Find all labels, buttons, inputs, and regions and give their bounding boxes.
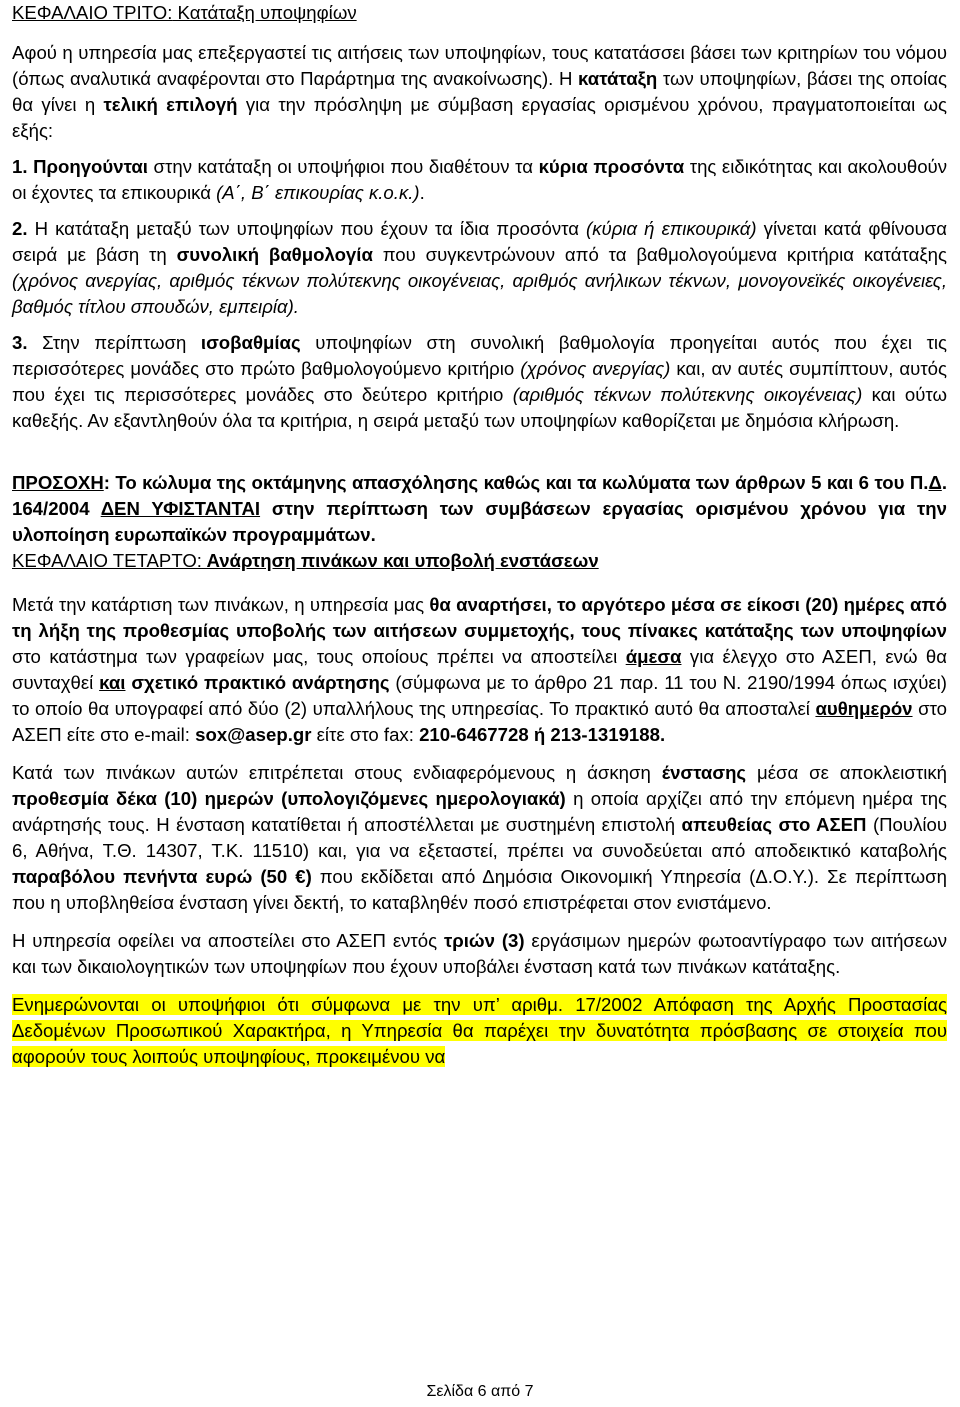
- page-footer: Σελίδα 6 από 7: [426, 1383, 534, 1400]
- chapter-4-title: ΚΕΦΑΛΑΙΟ ΤΕΤΑΡΤΟ: Ανάρτηση πινάκων και υποβολή ενστάσεων: [12, 550, 599, 571]
- ch3-intro-paragraph: Αφού η υπηρεσία μας επεξεργαστεί τις αιτήσεις των υποψηφίων, τους κατατάσσει βάσει των κριτηρίων του νόμου (όπως αναλυτικά αναφέρονται στο Παράρτημα της ανακοίνωσης). Η κατάταξη των υποψηφίων, βάσει της οποίας θα γίνει η τελική επιλογή για την πρόσληψη με σύμβαση εργασίας ορισμένου χρόνου, πραγματοποιείται ως εξής:: [12, 42, 947, 141]
- chapter-3-title: ΚΕΦΑΛΑΙΟ ΤΡΙΤΟ: Κατάταξη υποψηφίων: [12, 2, 357, 23]
- ch4-paragraph-4: Ενημερώνονται οι υποψήφιοι ότι σύμφωνα με την υπ’ αριθμ. 17/2002 Απόφαση της Αρχής Προστασίας Δεδομένων Προσωπικού Χαρακτήρα, η Υπηρεσία θα παρέχει την δυνατότητα πρόσβασης σε στοιχεία που αφορούν τους λοιπούς υποψηφίους, προκειμένου να: [12, 994, 947, 1067]
- ch4-paragraph-1: Μετά την κατάρτιση των πινάκων, η υπηρεσία μας θα αναρτήσει, το αργότερο μέσα σε είκοσι (20) ημέρες από τη λήξη της προθεσμίας υποβολής των αιτήσεων συμμετοχής, τους πίνακες κατάταξης των υποψηφίων στο κατάστημα των γραφείων μας, τους οποίους πρέπει να αποστείλει άμεσα για έλεγχο στο ΑΣΕΠ, ενώ θα συνταχθεί και σχετικό πρακτικό ανάρτησης (σύμφωνα με το άρθρο 21 παρ. 11 του Ν. 2190/1994 όπως ισχύει) το οποίο θα υπογραφεί από δύο (2) υπαλλήλους της υπηρεσίας. Το πρακτικό αυτό θα αποσταλεί αυθημερόν στο ΑΣΕΠ είτε στο e-mail: sox@asep.gr είτε στο fax: 210-6467728 ή 213-1319188.: [12, 594, 947, 745]
- ch3-warning: ΠΡΟΣΟΧΗ: Το κώλυμα της οκτάμηνης απασχόλησης καθώς και τα κωλύματα των άρθρων 5 και 6 του Π.Δ. 164/2004 ΔΕΝ ΥΦΙΣΤΑΝΤΑΙ στην περίπτωση των συμβάσεων εργασίας ορισμένου χρόνου για την υλοποίηση ευρωπαϊκών προγραμμάτων.: [12, 472, 947, 545]
- ch3-rule-1: 1. Προηγούνται στην κατάταξη οι υποψήφιοι που διαθέτουν τα κύρια προσόντα της ειδικότητας και ακολουθούν οι έχοντες τα επικουρικά (Α΄, Β΄ επικουρίας κ.ο.κ.).: [12, 156, 948, 203]
- ch4-paragraph-2: Κατά των πινάκων αυτών επιτρέπεται στους ενδιαφερόμενους η άσκηση ένστασης μέσα σε αποκλειστική προθεσμία δέκα (10) ημερών (υπολογιζόμενες ημερολογιακά) η οποία αρχίζει από την επόμενη ημέρα της ανάρτησής τους. Η ένσταση κατατίθεται ή αποστέλλεται με συστημένη επιστολή απευθείας στο ΑΣΕΠ (Πουλίου 6, Αθήνα, Τ.Θ. 14307, Τ.Κ. 11510) και, για να εξεταστεί, πρέπει να συνοδεύεται από αποδεικτικό καταβολής παραβόλου πενήντα ευρώ (50 €) που εκδίδεται από Δημόσια Οικονομική Υπηρεσία (Δ.Ο.Υ.). Σε περίπτωση που η υποβληθείσα ένσταση γίνει δεκτή, το καταβληθέν ποσό επιστρέφεται στον ενιστάμενο.: [12, 762, 948, 913]
- ch3-rule-2: 2. Η κατάταξη μεταξύ των υποψηφίων που έχουν τα ίδια προσόντα (κύρια ή επικουρικά) γίνεται κατά φθίνουσα σειρά με βάση τη συνολική βαθμολογία που συγκεντρώνουν από τα βαθμολογούμενα κριτήρια κατάταξης (χρόνος ανεργίας, αριθμός τέκνων πολύτεκνης οικογένειας, αριθμός ανήλικων τέκνων, μονογονεϊκές οικογένειες, βαθμός τίτλου σπουδών, εμπειρία).: [12, 218, 947, 317]
- ch3-rule-3: 3. Στην περίπτωση ισοβαθμίας υποψηφίων στη συνολική βαθμολογία προηγείται αυτός που έχει τις περισσότερες μονάδες στο πρώτο βαθμολογούμενο κριτήριο (χρόνος ανεργίας) και, αν αυτές συμπίπτουν, αυτός που έχει τις περισσότερες μονάδες στο δεύτερο κριτήριο (αριθμός τέκνων πολύτεκνης οικογένειας) και ούτω καθεξής. Αν εξαντληθούν όλα τα κριτήρια, η σειρά μεταξύ των υποψηφίων καθορίζεται με δημόσια κλήρωση.: [12, 332, 948, 431]
- document-page: [12, 0, 947, 1070]
- ch4-paragraph-3: Η υπηρεσία οφείλει να αποστείλει στο ΑΣΕΠ εντός τριών (3) εργάσιμων ημερών φωτοαντίγραφο των αιτήσεων και των δικαιολογητικών των υποψηφίων που έχουν υποβάλει ένσταση κατά των πινάκων κατάταξης.: [12, 930, 947, 977]
